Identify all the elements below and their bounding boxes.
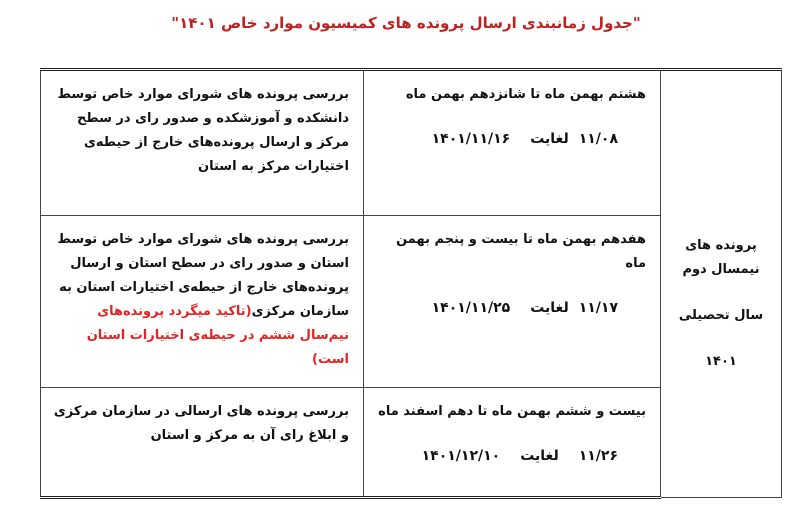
date-values [374, 296, 646, 320]
date-values [374, 444, 646, 468]
schedule-table [40, 68, 782, 499]
document-title: "جدول زمانبندی ارسال پرونده های کمیسیون موارد خاص ۱۴۰۱" [171, 14, 641, 32]
semester-line: پرونده های [685, 237, 757, 253]
semester-line: سال تحصیلی [678, 307, 764, 323]
until-label: لغایت [530, 131, 569, 147]
date-from: ۱۱/۲۶ [578, 448, 618, 464]
date-range-text: بیست و ششم بهمن ماه تا دهم اسفند ماه [378, 404, 646, 419]
until-label: لغایت [520, 448, 559, 464]
date-values [374, 127, 646, 151]
description-cell [41, 70, 364, 216]
date-to: ۱۴۰۱/۱۱/۲۵ [431, 300, 511, 316]
date-to: ۱۴۰۱/۱۲/۱۰ [421, 448, 501, 464]
date-cell [364, 216, 661, 388]
date-cell [364, 70, 661, 216]
description-text: بررسی پرونده های شورای موارد خاص توسط استان و صدور رای در سطح استان و ارسال پرونده‌های خارج از حیطه‌ی اختیارات استان به سازمان مرکزی [57, 232, 349, 319]
date-to: ۱۴۰۱/۱۱/۱۶ [431, 131, 511, 147]
semester-cell [661, 70, 782, 498]
date-cell [364, 388, 661, 498]
table-row [41, 70, 782, 216]
until-label: لغایت [530, 300, 569, 316]
semester-line: ۱۴۰۱ [705, 353, 737, 369]
date-range-text: هفدهم بهمن ماه تا بیست و پنجم بهمن ماه [396, 232, 646, 271]
date-from: ۱۱/۰۸ [578, 131, 618, 147]
description-cell [41, 216, 364, 388]
semester-line: نیمسال دوم [682, 261, 760, 277]
date-range-text: هشتم بهمن ماه تا شانزدهم بهمن ماه [405, 87, 646, 102]
description-text: بررسی پرونده های شورای موارد خاص توسط دانشکده و آموزشکده و صدور رای در سطح مرکز و ارسال پرونده‌های خارج از حیطه‌ی اختیارات مرکز به استان [57, 87, 349, 174]
description-cell [41, 388, 364, 498]
date-from: ۱۱/۱۷ [578, 300, 618, 316]
description-note: (تاکید میگردد پرونده‌های نیم‌سال ششم در حیطه‌ی اختیارات استان است) [86, 304, 349, 367]
description-text: بررسی پرونده های ارسالی در سازمان مرکزی و ابلاغ رای آن به مرکز و استان [53, 404, 349, 443]
